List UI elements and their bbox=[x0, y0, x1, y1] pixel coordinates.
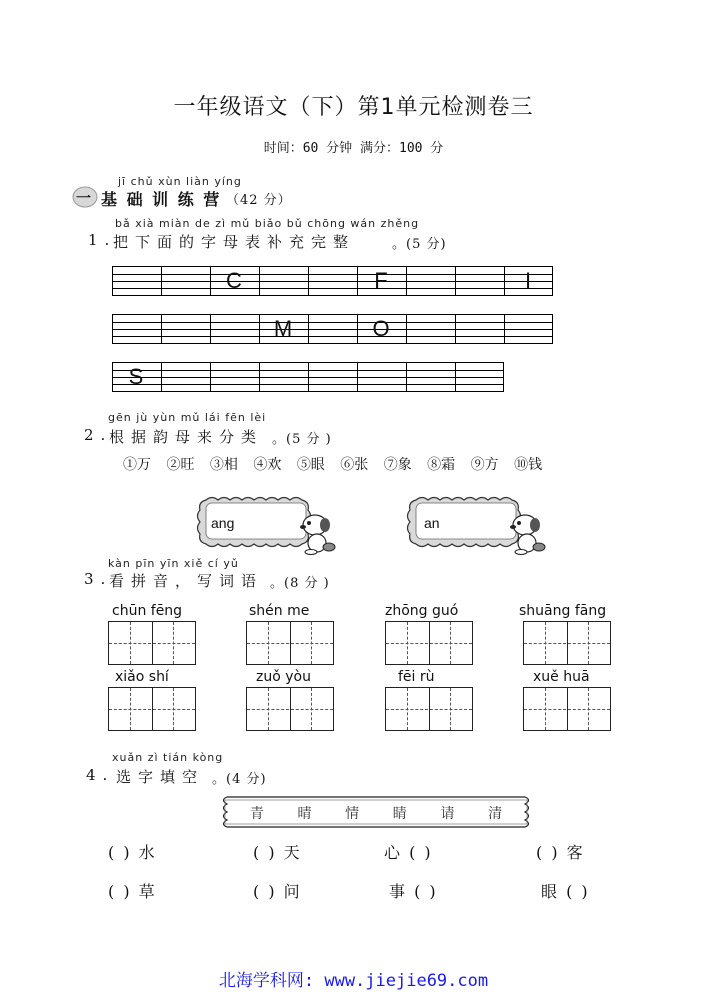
pinyin-prompt: xuě huā bbox=[533, 669, 590, 685]
fill-blank[interactable]: ( ) 草 bbox=[108, 882, 157, 901]
word-item: ⑤眼 bbox=[296, 457, 325, 473]
writing-grid[interactable] bbox=[246, 687, 334, 731]
writing-grid[interactable] bbox=[385, 621, 473, 665]
q2-pinyin: gēn jù yùn mǔ lái fēn lèi bbox=[108, 411, 267, 424]
word-item: ④欢 bbox=[253, 457, 282, 473]
letter-cell: C bbox=[226, 268, 242, 293]
q1-text: 把下面的字母表补充完整 bbox=[113, 233, 356, 251]
cloud-label-ang: ang bbox=[211, 515, 235, 531]
writing-grid[interactable] bbox=[108, 687, 196, 731]
pinyin-prompt: fēi rù bbox=[398, 669, 435, 685]
letter-cell: I bbox=[524, 268, 532, 293]
writing-grid[interactable] bbox=[246, 621, 334, 665]
section-score: （42 分） bbox=[226, 193, 292, 208]
footer-website[interactable]: 北海学科网: www.jiejie69.com bbox=[218, 971, 489, 991]
word-item: ⑨方 bbox=[470, 457, 499, 473]
q2-text: 根据韵母来分类 bbox=[109, 428, 264, 446]
word-item: ⑧霜 bbox=[427, 457, 456, 473]
q3-score: 。(8 分 ) bbox=[270, 576, 330, 591]
letter-cell: S bbox=[128, 364, 144, 389]
q4-text: 选字填空 bbox=[116, 768, 205, 786]
choice-char: 清 bbox=[488, 806, 503, 822]
dog-mascot-icon bbox=[499, 511, 547, 555]
fill-blank[interactable]: ( ) 问 bbox=[253, 882, 302, 901]
letter-cell: O bbox=[372, 316, 390, 341]
pinyin-prompt: xiǎo shí bbox=[115, 669, 169, 685]
section-number: 一 bbox=[76, 189, 92, 207]
letter-cell: F bbox=[374, 268, 388, 293]
letter-bar-1 bbox=[112, 266, 553, 296]
word-item: ⑦象 bbox=[383, 457, 412, 473]
letter-cell: M bbox=[273, 316, 293, 341]
section-pinyin: jī chǔ xùn liàn yíng bbox=[118, 175, 242, 188]
letter-bar-2 bbox=[112, 314, 553, 344]
word-item: ①万 bbox=[123, 457, 151, 473]
q3-number: 3. bbox=[84, 570, 113, 588]
fill-blank[interactable]: ( ) 水 bbox=[108, 843, 157, 862]
exam-info: 时间：60 分钟 满分：100 分 bbox=[263, 141, 444, 156]
q1-pinyin: bǎ xià miàn de zì mǔ biǎo bǔ chōng wán zhěng bbox=[115, 217, 420, 230]
word-item: ⑩钱 bbox=[514, 457, 543, 473]
q4-number: 4. bbox=[86, 766, 115, 784]
section-title: 基 础 训 练 营 bbox=[101, 190, 222, 209]
writing-grid[interactable] bbox=[523, 687, 611, 731]
fill-blank[interactable]: 眼 ( ) bbox=[541, 882, 590, 901]
word-list bbox=[123, 454, 553, 474]
q3-pinyin: kàn pīn yīn xiě cí yǔ bbox=[108, 557, 239, 570]
pinyin-prompt: shén me bbox=[249, 603, 310, 619]
fill-blank[interactable]: ( ) 天 bbox=[253, 843, 302, 862]
q3-text: 看拼音，写词语 bbox=[109, 572, 264, 590]
choice-characters bbox=[219, 803, 533, 823]
pinyin-prompt: zuǒ yòu bbox=[256, 669, 311, 685]
letter-bar-3 bbox=[112, 362, 504, 392]
q1-score: 。(5 分) bbox=[392, 237, 447, 252]
dog-mascot-icon bbox=[289, 511, 337, 555]
pinyin-prompt: shuāng fāng bbox=[519, 603, 607, 619]
writing-grid[interactable] bbox=[385, 687, 473, 731]
choice-char: 请 bbox=[440, 806, 455, 822]
q4-score: 。(4 分) bbox=[212, 772, 267, 787]
word-item: ③相 bbox=[209, 457, 238, 473]
word-item: ②旺 bbox=[166, 457, 195, 473]
choice-char: 晴 bbox=[297, 806, 312, 822]
choice-char: 睛 bbox=[392, 806, 407, 822]
q4-pinyin: xuǎn zì tián kòng bbox=[112, 751, 224, 764]
writing-grid[interactable] bbox=[108, 621, 196, 665]
choice-char: 青 bbox=[249, 806, 264, 822]
word-item: ⑥张 bbox=[340, 457, 369, 473]
q2-number: 2. bbox=[84, 426, 113, 444]
writing-grid[interactable] bbox=[523, 621, 611, 665]
fill-blank[interactable]: 事 ( ) bbox=[389, 882, 438, 901]
page-title: 一年级语文（下）第1单元检测卷三 bbox=[173, 95, 534, 120]
q1-number: 1. bbox=[88, 231, 117, 249]
cloud-label-an: an bbox=[424, 515, 440, 531]
choice-char: 情 bbox=[345, 806, 360, 822]
fill-blank[interactable]: 心 ( ) bbox=[384, 843, 433, 862]
pinyin-prompt: zhōng guó bbox=[385, 603, 459, 619]
q2-score: 。(5 分 ) bbox=[272, 432, 332, 447]
fill-blank[interactable]: ( ) 客 bbox=[536, 843, 585, 862]
pinyin-prompt: chūn fēng bbox=[112, 603, 183, 619]
